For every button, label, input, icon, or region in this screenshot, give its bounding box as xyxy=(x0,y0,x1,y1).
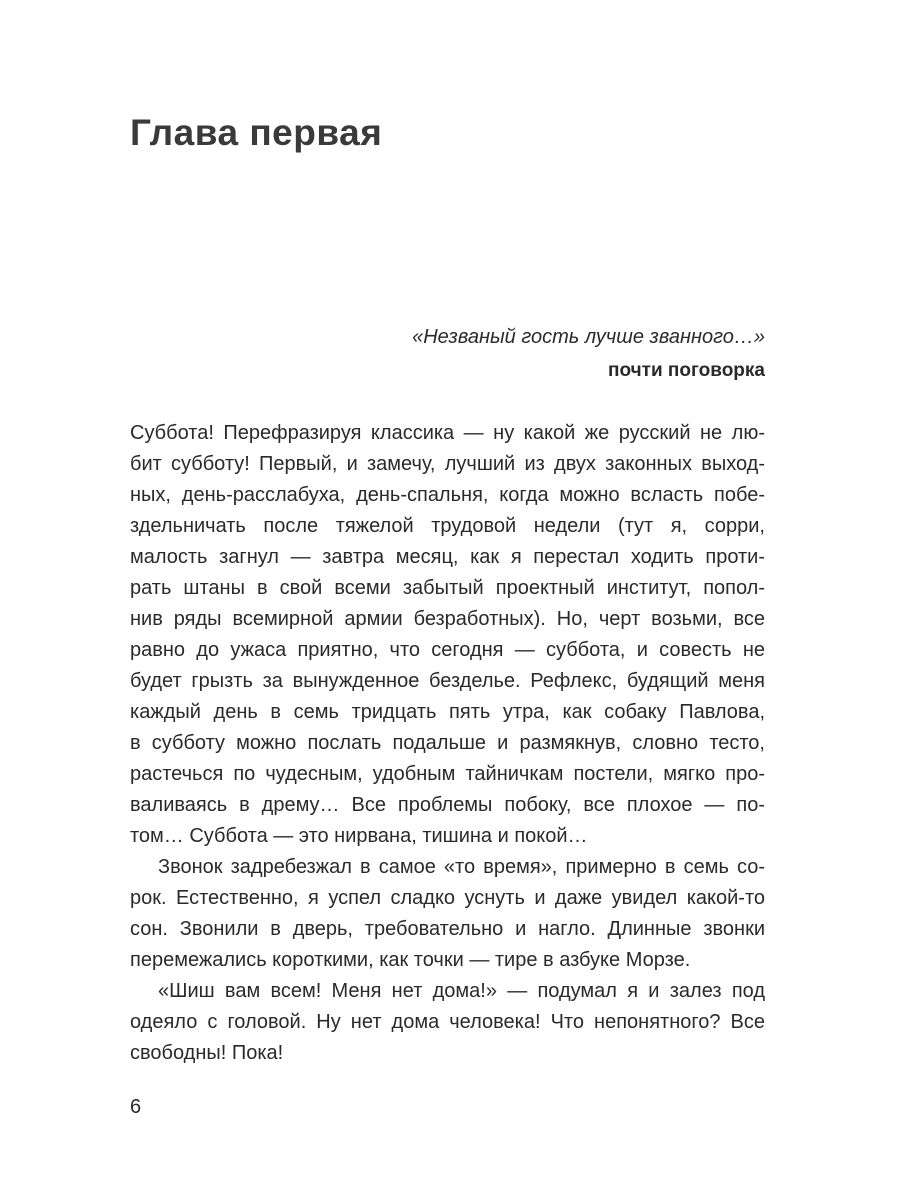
page-number: 6 xyxy=(130,1096,142,1118)
text-line: Звонок задребезжал в самое «то время», примерно в семь со- xyxy=(158,856,765,878)
text-line: рать штаны в свой всеми забытый проектный институт, попол- xyxy=(130,577,765,599)
text-line: растечься по чудесным, удобным тайничкам постели, мягко про- xyxy=(130,763,765,785)
text-line: рок. Естественно, я успел сладко уснуть и даже увидел какой-то xyxy=(130,887,765,909)
text-line: в субботу можно послать подальше и размякнув, словно тесто, xyxy=(130,732,765,754)
text-line: свободны! Пока! xyxy=(130,1042,284,1064)
text-line: валиваясь в дрему… Все проблемы побоку, все плохое — по- xyxy=(130,794,765,816)
text-line: сон. Звонили в дверь, требовательно и нагло. Длинные звонки xyxy=(130,918,765,940)
text-line: перемежались короткими, как точки — тире в азбуке Морзе. xyxy=(130,949,691,971)
text-line: малость загнул — завтра месяц, как я перестал ходить проти- xyxy=(130,546,765,568)
epigraph-quote: «Незваный гость лучше званного…» xyxy=(412,326,765,348)
body-text xyxy=(130,418,765,1069)
text-line: Суббота! Перефразируя классика — ну какой же русский не лю- xyxy=(130,422,765,444)
text-line: будет грызть за вынужденное безделье. Рефлекс, будящий меня xyxy=(130,670,765,692)
epigraph-source: почти поговорка xyxy=(608,360,765,381)
text-line: «Шиш вам всем! Меня нет дома!» — подумал я и залез под xyxy=(158,980,765,1002)
text-line: здельничать после тяжелой трудовой недели (тут я, сорри, xyxy=(130,515,765,537)
text-line: каждый день в семь тридцать пять утра, как собаку Павлова, xyxy=(130,701,765,723)
text-line: ных, день-расслабуха, день-спальня, когда можно всласть побе- xyxy=(130,484,765,506)
text-line: нив ряды всемирной армии безработных). Но, черт возьми, все xyxy=(130,608,765,630)
chapter-title: Глава первая xyxy=(130,112,383,153)
text-line: равно до ужаса приятно, что сегодня — суббота, и совесть не xyxy=(130,639,765,661)
text-line: одеяло с головой. Ну нет дома человека! Что непонятного? Все xyxy=(130,1011,765,1033)
text-line: бит субботу! Первый, и замечу, лучший из двух законных выход- xyxy=(130,453,765,475)
text-line: том… Суббота — это нирвана, тишина и покой… xyxy=(130,825,588,847)
